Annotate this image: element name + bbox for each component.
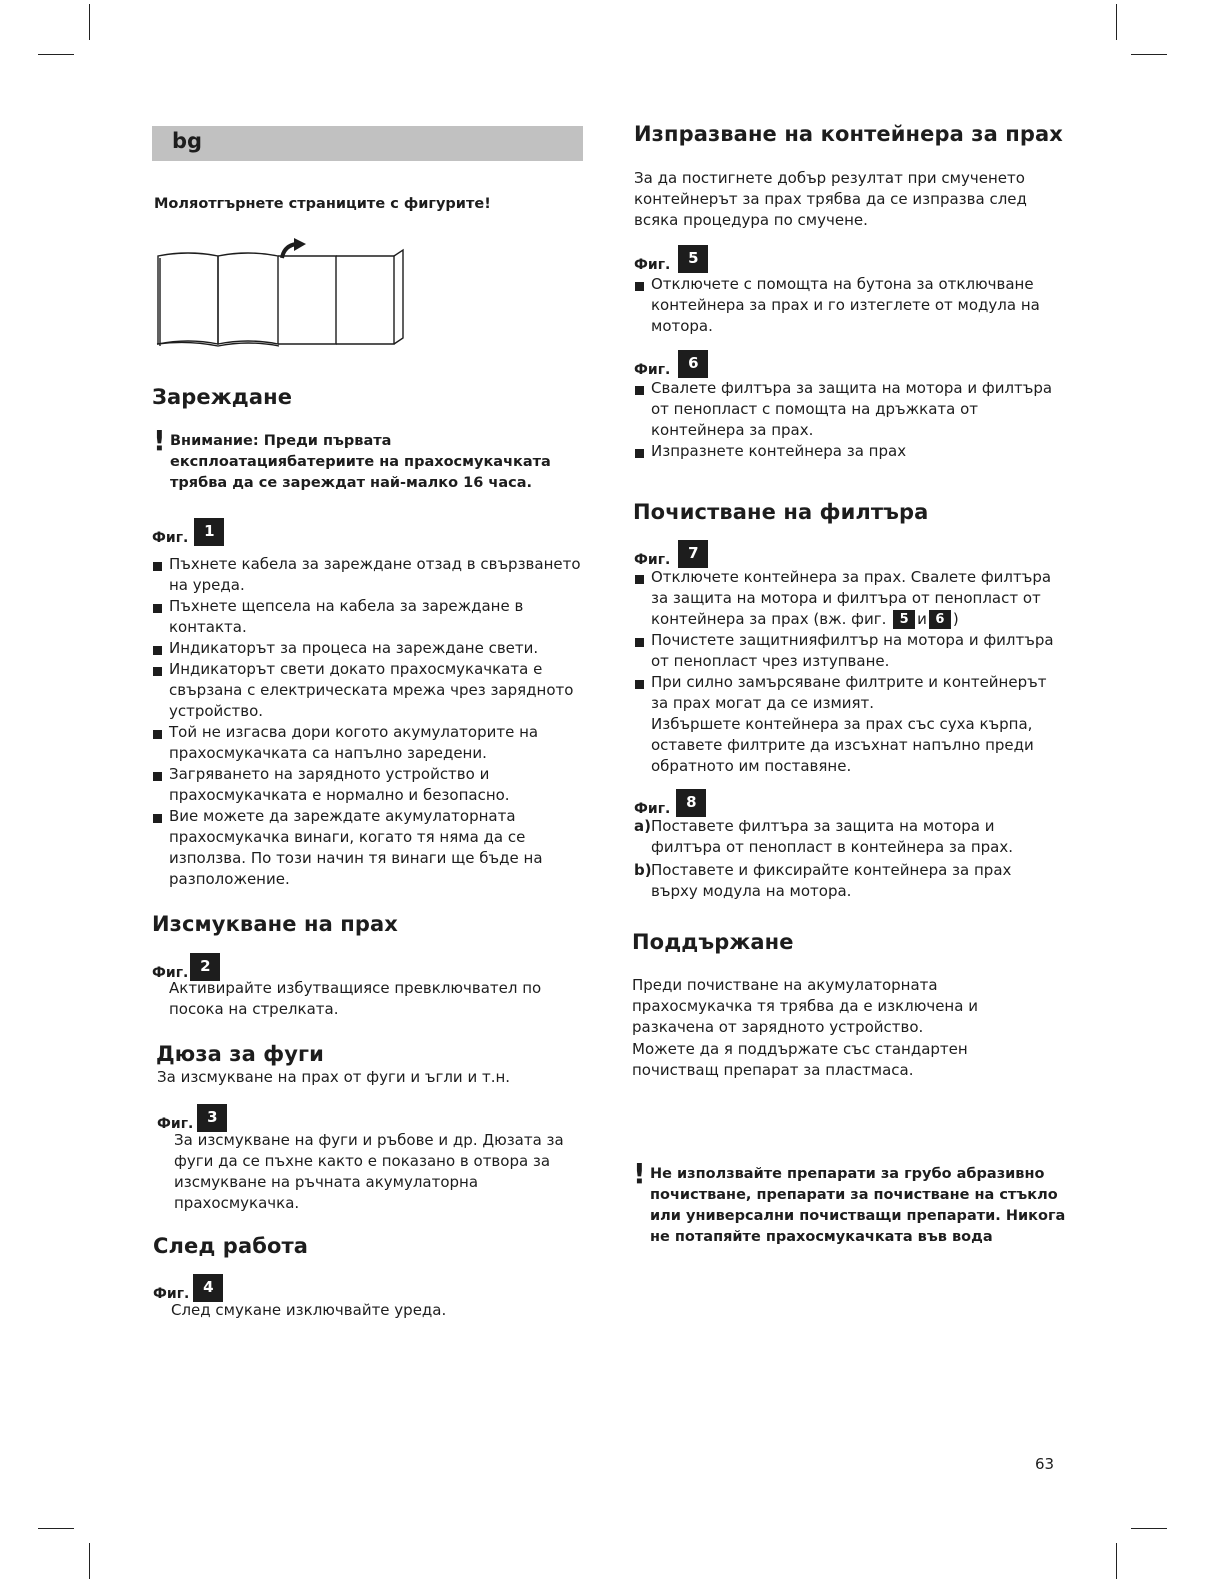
fig-number-badge: 5	[678, 245, 708, 273]
crop-mark	[38, 1528, 74, 1529]
fig-label: Фиг.	[634, 801, 671, 817]
list-item	[634, 672, 1059, 777]
fig-label: Фиг.	[634, 362, 671, 378]
crop-mark	[1116, 1543, 1117, 1579]
fig-ref-7	[634, 540, 708, 568]
fig-ref-6	[634, 350, 708, 378]
list-item: Отключете с помощта на бутона за отключване контейнера за прах и го изтеглете от модула на мотора.	[634, 274, 1054, 337]
list-item	[634, 567, 1059, 630]
fig5-list	[634, 274, 1054, 337]
language-bar	[152, 126, 583, 161]
care-warning	[633, 1157, 1070, 1248]
warning-icon: !	[153, 424, 166, 457]
fig6-list	[634, 378, 1059, 462]
section-title-vacuum: Изсмукване на прах	[152, 912, 398, 936]
vacuum-text: Активирайте избутващиясе превключвател по посока на стрелката.	[169, 979, 542, 1018]
fig-label: Фиг.	[153, 1286, 190, 1302]
crop-mark	[1116, 4, 1117, 40]
warning-icon: !	[633, 1157, 646, 1190]
fig-label: Фиг.	[634, 552, 671, 568]
crop-mark	[89, 4, 90, 40]
fig-label: Фиг.	[634, 257, 671, 273]
step-item	[634, 860, 1059, 902]
fold-out-note: Моляотгърнете страниците с фигурите!	[154, 196, 491, 212]
fig-ref-5	[634, 245, 708, 273]
fig-number-badge: 7	[678, 540, 708, 568]
crop-mark	[38, 54, 74, 55]
fig-label: Фиг.	[157, 1116, 194, 1132]
list-item: Индикаторът свети докато прахосмукачката е свързана с електрическата мрежа чрез зарядното устройство.	[152, 659, 582, 722]
list-item: Вие можете да зареждате акумулаторната прахосмукачка винаги, когато тя няма да се използва. По този начин тя винаги ще бъде на разположение.	[152, 806, 582, 890]
empty-container-intro: За да постигнете добър резултат при смученето контейнерът за прах трябва да се изпразва след всяка процедура по смучене.	[634, 169, 1027, 229]
section-title-filter-cleaning: Почистване на филтъра	[633, 500, 929, 524]
fig-number-badge: 4	[193, 1274, 223, 1302]
fold-out-pages-icon	[152, 236, 410, 350]
fig7-list	[634, 567, 1059, 777]
list-item-text: Отключете контейнера за прах. Свалете филтъра за защита на мотора и филтъра от пенопласт от контейнера за прах (вж. фиг.	[651, 568, 1052, 628]
fig-number-badge: 3	[197, 1104, 227, 1132]
fig-ref-4	[153, 1274, 223, 1302]
list-item: Той не изгасва дори когото акумулаторите на прахосмукачката са напълно заредени.	[152, 722, 582, 764]
fig-label: Фиг.	[152, 530, 189, 546]
step-text: Поставете и фиксирайте контейнера за прах върху модула на мотора.	[651, 861, 1012, 900]
list-item: Свалете филтъра за защита на мотора и филтъра от пенопласт с помощта на дръжката от контейнера за прах.	[634, 378, 1059, 441]
fig-number-badge: 8	[676, 789, 706, 817]
fig-ref-badge-5: 5	[893, 610, 915, 629]
fig-ref-8	[634, 789, 706, 817]
crevice-subtitle: За изсмукване на прах от фуги и ъгли и т.н.	[157, 1068, 511, 1086]
list-item-text: При силно замърсяване филтрите и контейнерът за прах могат да се измият.	[651, 673, 1047, 712]
list-item: Индикаторът за процеса на зареждане свети.	[152, 638, 582, 659]
list-item: Пъхнете кабела за зареждане отзад в свързването на уреда.	[152, 554, 582, 596]
step-letter: a)	[634, 817, 651, 835]
step-letter: b)	[634, 861, 652, 879]
crevice-text: За изсмукване на фуги и ръбове и др. Дюзата за фуги да се пъхне както е показано в отвора за изсмукване на ръчната акумулаторна прахосмукачка.	[174, 1131, 564, 1212]
charging-list	[152, 554, 582, 890]
section-title-after-use: След работа	[153, 1234, 309, 1258]
charging-warning	[153, 424, 600, 494]
list-item-and: и	[917, 610, 927, 628]
step-item	[634, 816, 1059, 858]
fig-ref-2	[152, 953, 220, 981]
care-warning-text: Не използвайте препарати за грубо абразивно почистване, препарати за почистване на стъкло или универсални почистващи препарати. Никога не потапяйте прахосмукачката във вода	[650, 1166, 1066, 1245]
list-item-extra: Избършете контейнера за прах със суха кърпа, оставете филтрите да изсъхнат напълно преди обратното им поставяне.	[651, 715, 1034, 775]
list-item: Изпразнете контейнера за прах	[634, 441, 1059, 462]
list-item-close: )	[952, 610, 959, 628]
section-title-crevice: Дюза за фуги	[156, 1042, 324, 1066]
fig-number-badge: 2	[190, 953, 220, 981]
list-item: Пъхнете щепсела на кабела за зареждане в контакта.	[152, 596, 582, 638]
charging-warning-text: Внимание: Преди първата експлоатациябатериите на прахосмукачката трябва да се зареждат най-малко 16 часа.	[170, 433, 551, 491]
step-text: Поставете филтъра за защита на мотора и филтъра от пенопласт в контейнера за прах.	[651, 817, 1014, 856]
crop-mark	[89, 1543, 90, 1579]
list-item: Загряването на зарядното устройство и прахосмукачката е нормално и безопасно.	[152, 764, 582, 806]
page-number: 63	[1035, 1455, 1055, 1473]
crop-mark	[1131, 1528, 1167, 1529]
language-code: bg	[172, 129, 203, 153]
care-text-1: Преди почистване на акумулаторната прахосмукачка тя трябва да е изключена и разкачена от зарядното устройство.	[632, 976, 978, 1036]
fig-ref-badge-6: 6	[929, 610, 951, 629]
list-item: Почистете защитнияфилтър на мотора и филтъра от пенопласт чрез изтупване.	[634, 630, 1059, 672]
after-use-text: След смукане изключвайте уреда.	[171, 1301, 447, 1319]
care-text-2: Можете да я поддържате със стандартен почистващ препарат за пластмаса.	[632, 1040, 968, 1079]
section-title-empty-container: Изпразване на контейнера за прах	[634, 122, 1063, 146]
section-title-care: Поддържане	[632, 930, 794, 954]
fig-label: Фиг.	[152, 965, 189, 981]
fig-number-badge: 6	[678, 350, 708, 378]
fig-ref-1	[152, 518, 224, 546]
fig-ref-3	[157, 1104, 227, 1132]
section-title-charging: Зареждане	[152, 385, 293, 409]
fig8-steps	[634, 816, 1059, 902]
crop-mark	[1131, 54, 1167, 55]
fig-number-badge: 1	[194, 518, 224, 546]
